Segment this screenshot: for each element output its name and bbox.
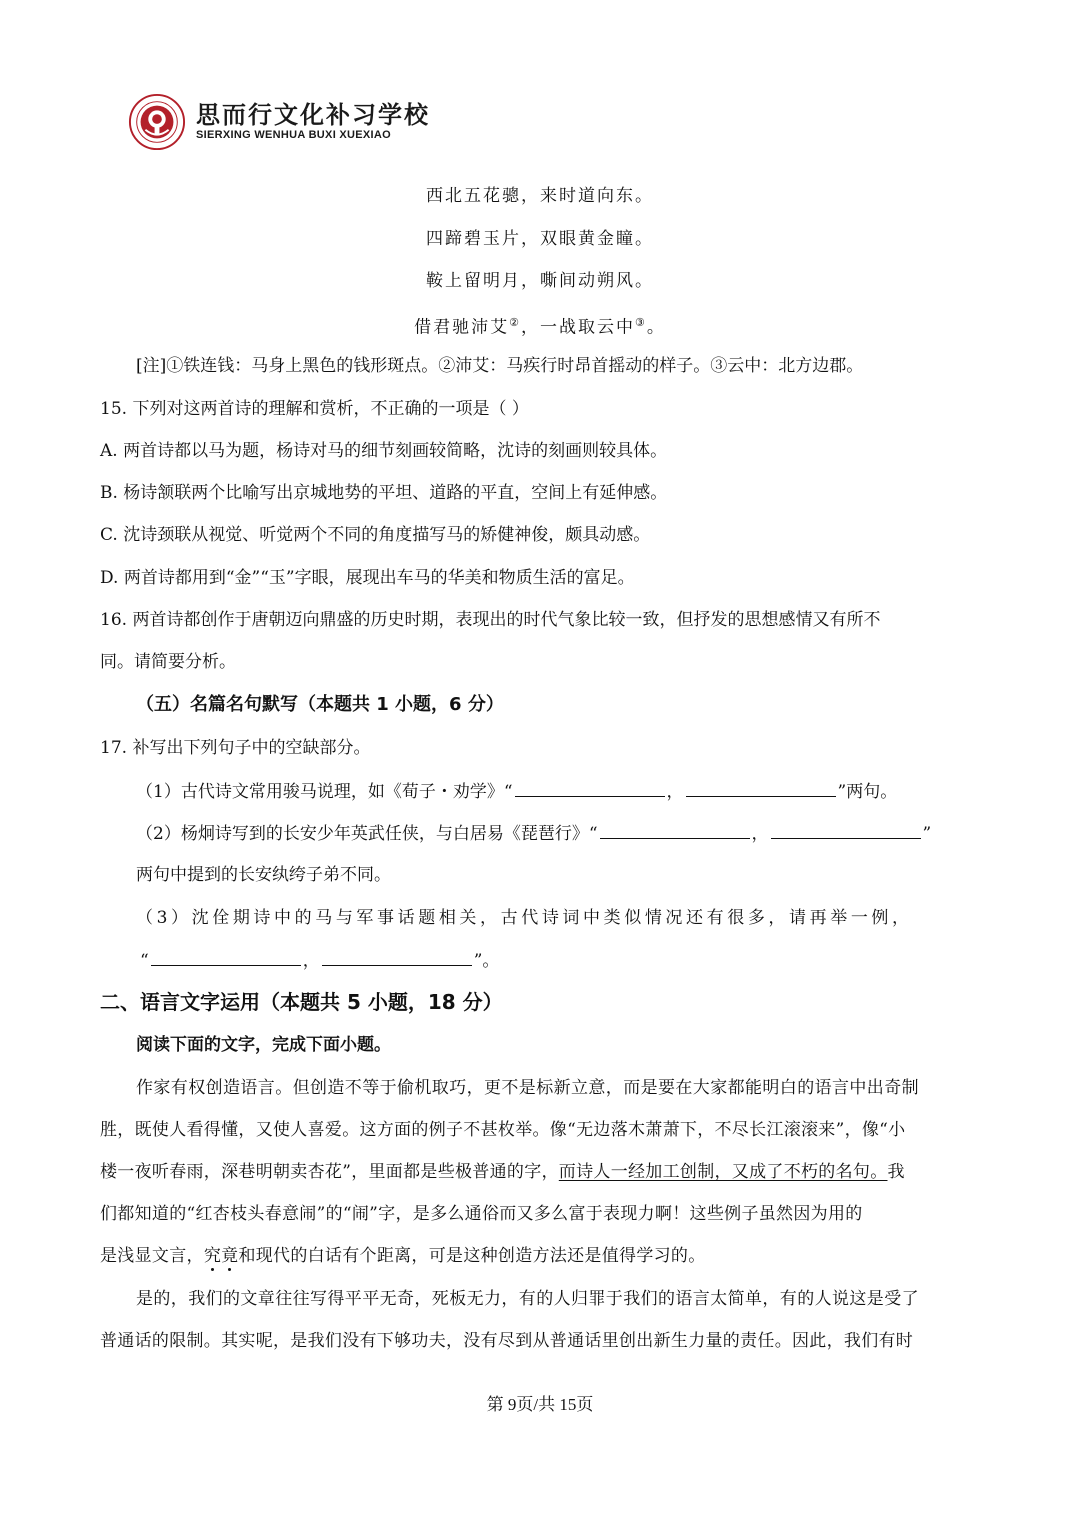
dotted-char: 究 bbox=[203, 1246, 222, 1266]
school-name-cn: 思而行文化补习学校 bbox=[196, 101, 430, 129]
question-17-part-3-blanks: “ ， ”。 bbox=[140, 948, 499, 973]
para-1-line-4: 们都知道的“红杏枝头春意闹”的“闹”字，是多么通俗而又多么富于表现力啊！这些例子虽然因为用的 bbox=[100, 1204, 863, 1224]
dotted-char: 竟 bbox=[221, 1246, 239, 1266]
question-15-option-d: D. 两首诗都用到“金”“玉”字眼，展现出车马的华美和物质生活的富足。 bbox=[100, 568, 635, 588]
poem-line-4: 借君驰沛艾②，一战取云中③。 bbox=[414, 316, 666, 338]
poem-line-2: 四蹄碧玉片，双眼黄金瞳。 bbox=[426, 229, 654, 249]
question-17-stem: 17. 补写出下列句子中的空缺部分。 bbox=[100, 738, 371, 758]
school-name-en: SIERXING WENHUA BUXI XUEXIAO bbox=[196, 129, 392, 141]
poem-line-3: 鞍上留明月，嘶间动朔风。 bbox=[426, 271, 654, 291]
para-1-line-3: 楼一夜听春雨，深巷明朝卖杏花”，里面都是些极普通的字，而诗人一经加工创制，又成了不朽的名句。我 bbox=[100, 1162, 905, 1182]
underlined-sentence: 而诗人一经加工创制，又成了不朽的名句。 bbox=[558, 1162, 888, 1182]
question-15-option-a: A. 两首诗都以马为题，杨诗对马的细节刻画较简略，沈诗的刻画则较具体。 bbox=[100, 441, 668, 461]
question-16-line-1: 16. 两首诗都创作于唐朝迈向鼎盛的历史时期，表现出的时代气象比较一致，但抒发的思想感情又有所不 bbox=[100, 610, 881, 630]
school-header bbox=[128, 92, 430, 152]
question-15-stem: 15. 下列对这两首诗的理解和赏析，不正确的一项是（ ） bbox=[100, 399, 529, 419]
answer-blank[interactable] bbox=[686, 779, 836, 797]
school-logo-icon bbox=[128, 93, 186, 151]
question-17-part-2: （2）杨炯诗写到的长安少年英武任侠，与白居易《琵琶行》“ ， ” bbox=[136, 821, 931, 846]
para-2-line-1: 是的，我们的文章往往写得平平无奇，死板无力，有的人归罪于我们的语言太简单，有的人说这是受了 bbox=[136, 1289, 919, 1309]
question-15-option-b: B. 杨诗颔联两个比喻写出京城地势的平坦、道路的平直，空间上有延伸感。 bbox=[100, 483, 668, 503]
answer-blank[interactable] bbox=[515, 779, 665, 797]
question-17-part-1: （1）古代诗文常用骏马说理，如《荀子・劝学》“ ， ”两句。 bbox=[136, 779, 897, 804]
answer-blank[interactable] bbox=[600, 821, 750, 839]
answer-blank[interactable] bbox=[151, 948, 301, 966]
para-1-line-2: 胜，既使人看得懂，又使人喜爱。这方面的例子不甚枚举。像“无边落木萧萧下，不尽长江滚滚来”，像“小 bbox=[100, 1120, 906, 1140]
answer-blank[interactable] bbox=[771, 821, 921, 839]
answer-blank[interactable] bbox=[322, 948, 472, 966]
section-5-heading: （五）名篇名句默写（本题共 1 小题，6 分） bbox=[136, 694, 504, 715]
question-17-part-2-cont: 两句中提到的长安纨绔子弟不同。 bbox=[136, 865, 391, 885]
para-2-line-2: 普通话的限制。其实呢，是我们没有下够功夫，没有尽到从普通话里创出新生力量的责任。因此，我们有时 bbox=[100, 1331, 914, 1351]
question-16-line-2: 同。请简要分析。 bbox=[100, 652, 236, 672]
question-17-part-3: （3）沈佺期诗中的马与军事话题相关，古代诗词中类似情况还有很多，请再举一例， bbox=[136, 908, 913, 928]
para-1-line-1: 作家有权创造语言。但创造不等于偷机取巧，更不是标新立意，而是要在大家都能明白的语言中出奇制 bbox=[136, 1078, 919, 1098]
para-1-line-5: 是浅显文言，究竟和现代的白话有个距离，可是这种创造方法还是值得学习的。 bbox=[100, 1246, 706, 1266]
question-15-option-c: C. 沈诗颈联从视觉、听觉两个不同的角度描写马的矫健神俊，颇具动感。 bbox=[100, 525, 651, 545]
poem-line-1: 西北五花骢，来时道向东。 bbox=[426, 186, 654, 206]
section-2-heading: 二、语言文字运用（本题共 5 小题，18 分） bbox=[100, 990, 503, 1014]
poem-note: [注]①铁连钱：马身上黑色的钱形斑点。②沛艾：马疾行时昂首摇动的样子。③云中：北方边郡。 bbox=[136, 356, 864, 376]
reading-instruction: 阅读下面的文字，完成下面小题。 bbox=[136, 1035, 391, 1055]
page-number: 第 9页/共 15页 bbox=[486, 1395, 594, 1414]
